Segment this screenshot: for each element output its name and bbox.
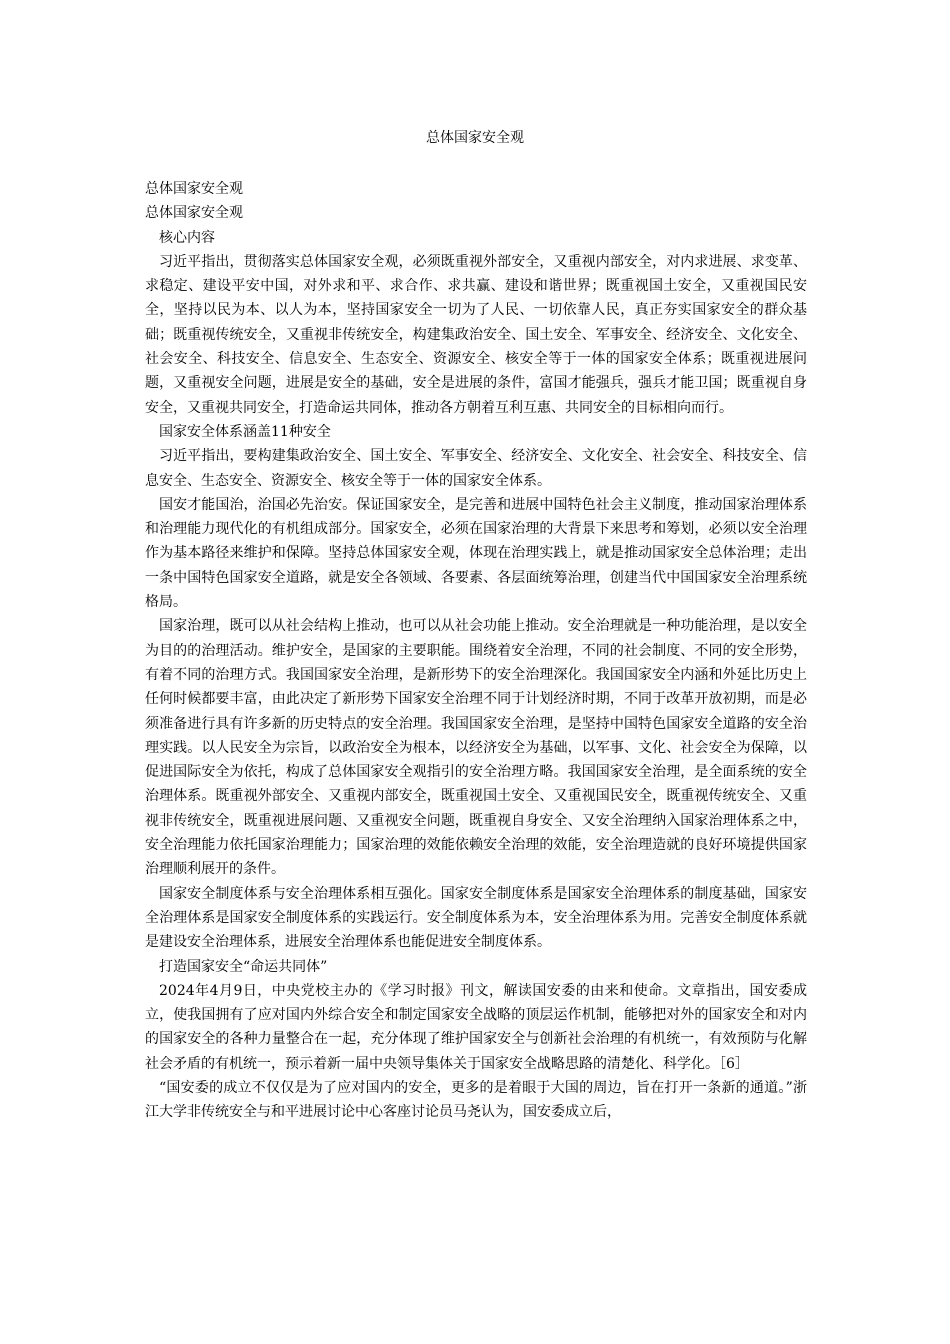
body-paragraph: 习近平指出，要构建集政治安全、国土安全、军事安全、经济安全、文化安全、社会安全、科技安全、信息安全、生态安全、资源安全、核安全等于一体的国家安全体系。 — [145, 448, 807, 489]
body-paragraph: 2024年4月9日，中央党校主办的《学习时报》刊文，解读国安委的由来和使命。文章指出，国安委成立，使我国拥有了应对国内外综合安全和制定国家安全战略的顶层运作机制，能够把对外的国家安全和对内的国家安全的各种力量整合在一起，充分体现了维护国家安全与创新社会治理的有机统一，有效预防与化解社会矛盾的有机统一，预示着新一届中央领导集体关于国家安全战略思路的清楚化、科学化。［6］ — [145, 982, 807, 1072]
body-paragraph: “国安委的成立不仅仅是为了应对国内的安全，更多的是着眼于大国的周边，旨在打开一条新的通道。”浙江大学非传统安全与和平进展讨论中心客座讨论员马尧认为，国安委成立后， — [145, 1079, 807, 1121]
body-paragraph: 国家安全制度体系与安全治理体系相互强化。国家安全制度体系是国家安全治理体系的制度基础，国家安全治理体系是国家安全制度体系的实践运行。安全制度体系为本，安全治理体系为用。完善安全制度体系就是建设安全治理体系，进展安全治理体系也能促进安全制度体系。 — [145, 885, 807, 951]
section-heading: 国家安全体系涵盖11种安全 — [159, 423, 331, 440]
body-paragraph: 习近平指出，贯彻落实总体国家安全观，必须既重视外部安全，又重视内部安全，对内求进展、求变革、求稳定、建设平安中国，对外求和平、求合作、求共赢、建设和谐世界；既重视国土安全，又重视国民安全，坚持以民为本、以人为本，坚持国家安全一切为了人民、一切依靠人民，真正夯实国家安全的群众基础；既重视传统安全，又重视非传统安全，构建集政治安全、国土安全、军事安全、经济安全、文化安全、社会安全、科技安全、信息安全、生态安全、资源安全、核安全等于一体的国家安全体系；既重视进展问题，又重视安全问题，进展是安全的基础，安全是进展的条件，富国才能强兵，强兵才能卫国；既重视自身安全，又重视共同安全，打造命运共同体，推动各方朝着互利互惠、共同安全的目标相向而行。 — [145, 253, 807, 416]
section-heading: 打造国家安全“命运共同体” — [159, 958, 328, 975]
section-heading: 核心内容 — [159, 229, 215, 246]
body-heading: 总体国家安全观 — [145, 181, 243, 197]
body-paragraph: 国安才能国治，治国必先治安。保证国家安全，是完善和进展中国特色社会主义制度，推动国家治理体系和治理能力现代化的有机组成部分。国家安全，必须在国家治理的大背景下来思考和筹划，必须以安全治理作为基本路径来维护和保障。坚持总体国家安全观，体现在治理实践上，就是推动国家安全总体治理；走出一条中国特色国家安全道路，就是安全各领域、各要素、各层面统筹治理，创建当代中国国家安全治理系统格局。 — [145, 496, 807, 611]
document-body — [145, 177, 807, 1125]
body-paragraph: 国家治理，既可以从社会结构上推动，也可以从社会功能上推动。安全治理就是一种功能治理，是以安全为目的的治理活动。维护安全，是国家的主要职能。围绕着安全治理，不同的社会制度、不同的安全形势，有着不同的治理方式。我国国家安全治理，是新形势下的安全治理深化。我国国家安全内涵和外延比历史上任何时候都要丰富，由此决定了新形势下国家安全治理不同于计划经济时期，不同于改革开放初期，而是必须准备进行具有许多新的历史特点的安全治理。我国国家安全治理，是坚持中国特色国家安全道路的安全治理实践。以人民安全为宗旨，以政治安全为根本，以经济安全为基础，以军事、文化、社会安全为保障，以促进国际安全为依托，构成了总体国家安全观指引的安全治理方略。我国国家安全治理，是全面系统的安全治理体系。既重视外部安全、又重视内部安全，既重视国土安全、又重视国民安全，既重视传统安全、又重视非传统安全，既重视进展问题、又重视安全问题，既重视自身安全、又安全治理纳入国家治理体系之中，安全治理能力依托国家治理能力；国家治理的效能依赖安全治理的效能，安全治理造就的良好环境提供国家治理顺利展开的条件。 — [145, 618, 807, 878]
document-title: 总体国家安全观 — [426, 130, 524, 146]
body-heading: 总体国家安全观 — [145, 205, 243, 222]
